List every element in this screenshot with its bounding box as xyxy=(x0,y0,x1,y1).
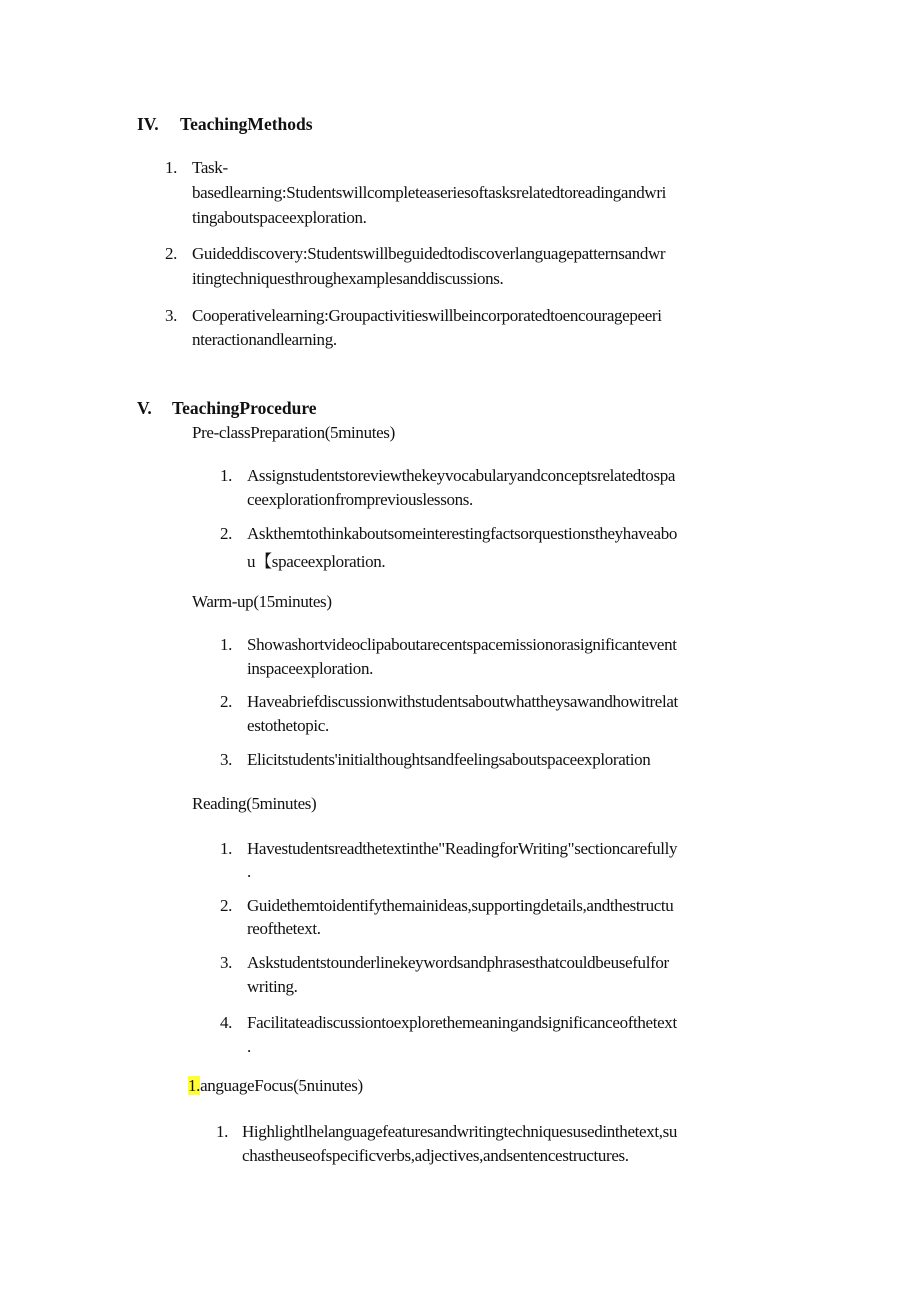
title-text: anguageFocus(5nιinutes) xyxy=(200,1076,363,1095)
item-number: 2. xyxy=(220,896,233,915)
section-4-number: IV. xyxy=(137,114,159,134)
item-number: 2. xyxy=(165,244,178,263)
item-line: nteractionandlearning. xyxy=(192,330,337,349)
item-number: 2. xyxy=(220,692,233,711)
item-line: chastheuseofspecificverbs,adjectives,andsentencestructures. xyxy=(242,1146,629,1165)
item-line: . xyxy=(247,1037,251,1056)
preclass-title: Pre-classPreparation(5minutes) xyxy=(192,423,395,442)
item-number: 1. xyxy=(165,158,178,177)
item-line: Havestudentsreadthetextinthe"ReadingforWriting"sectioncarefully xyxy=(247,839,678,858)
item-line: Assignstudentstoreviewthekeyvocabularyandconceptsrelatedtospa xyxy=(247,466,676,485)
item-number: 1. xyxy=(220,839,233,858)
item-line: Guideddiscovery:Studentswillbeguidedtodiscoverlanguagepatternsandwr xyxy=(192,244,666,263)
item-line: u【spaceexploration. xyxy=(247,552,386,571)
item-line: ceexplorationfrompreviouslessons. xyxy=(247,490,473,509)
item-number: 1. xyxy=(220,635,233,654)
language-focus-title xyxy=(188,1076,363,1096)
item-line: Haveabriefdiscussionwithstudentsaboutwhattheysawandhowitrelat xyxy=(247,692,678,711)
item-line: Cooperativelearning:Groupactivitieswillbeincorporatedtoencouragepeeri xyxy=(192,306,662,325)
item-line: Elicitstudents'initialthoughtsandfeelingsaboutspaceexploration xyxy=(247,750,651,769)
section-5-title: TeachingProcedure xyxy=(172,398,317,418)
section-5-number: V. xyxy=(137,398,152,418)
item-line: Askstudentstounderlinekeywordsandphrasesthatcouldbeusefulfor xyxy=(247,953,669,972)
item-line: basedlearning:Studentswillcompleteaseriesoftasksrelatedtoreadingandwri xyxy=(192,183,667,202)
item-number: 3. xyxy=(220,953,233,972)
item-line: . xyxy=(247,862,251,881)
item-line: tingaboutspaceexploration. xyxy=(192,208,367,227)
item-number: 1. xyxy=(216,1122,229,1141)
item-line: Askthemtothinkaboutsomeinterestingfactsorquestionstheyhaveabo xyxy=(247,524,677,543)
item-number: 2. xyxy=(220,524,233,543)
item-number: 3. xyxy=(220,750,233,769)
item-number: 1. xyxy=(220,466,233,485)
item-line: Highlightlhelanguagefeaturesandwritingtechniquesusedinthetext,su xyxy=(242,1122,678,1141)
item-line: Facilitateadiscussiontoexplorethemeaningandsignificanceofthetext xyxy=(247,1013,677,1032)
item-number: 3. xyxy=(165,306,178,325)
item-line: writing. xyxy=(247,977,298,996)
warmup-title: Warm-up(15minutes) xyxy=(192,592,332,611)
item-line: itingtechniquesthroughexamplesanddiscussions. xyxy=(192,269,504,288)
highlighted-text: 1. xyxy=(188,1076,201,1095)
item-line: Guidethemtoidentifythemainideas,supportingdetails,andthestructu xyxy=(247,896,674,915)
reading-title: Reading(5minutes) xyxy=(192,794,317,813)
item-line: Showashortvideoclipaboutarecentspacemissionorasignificantevent xyxy=(247,635,677,654)
section-4-title: TeachingMethods xyxy=(180,114,313,134)
item-number: 4. xyxy=(220,1013,233,1032)
item-line: estothetopic. xyxy=(247,716,329,735)
item-line: inspaceexploration. xyxy=(247,659,373,678)
item-line: Task- xyxy=(192,158,228,177)
item-line: reofthetext. xyxy=(247,919,321,938)
